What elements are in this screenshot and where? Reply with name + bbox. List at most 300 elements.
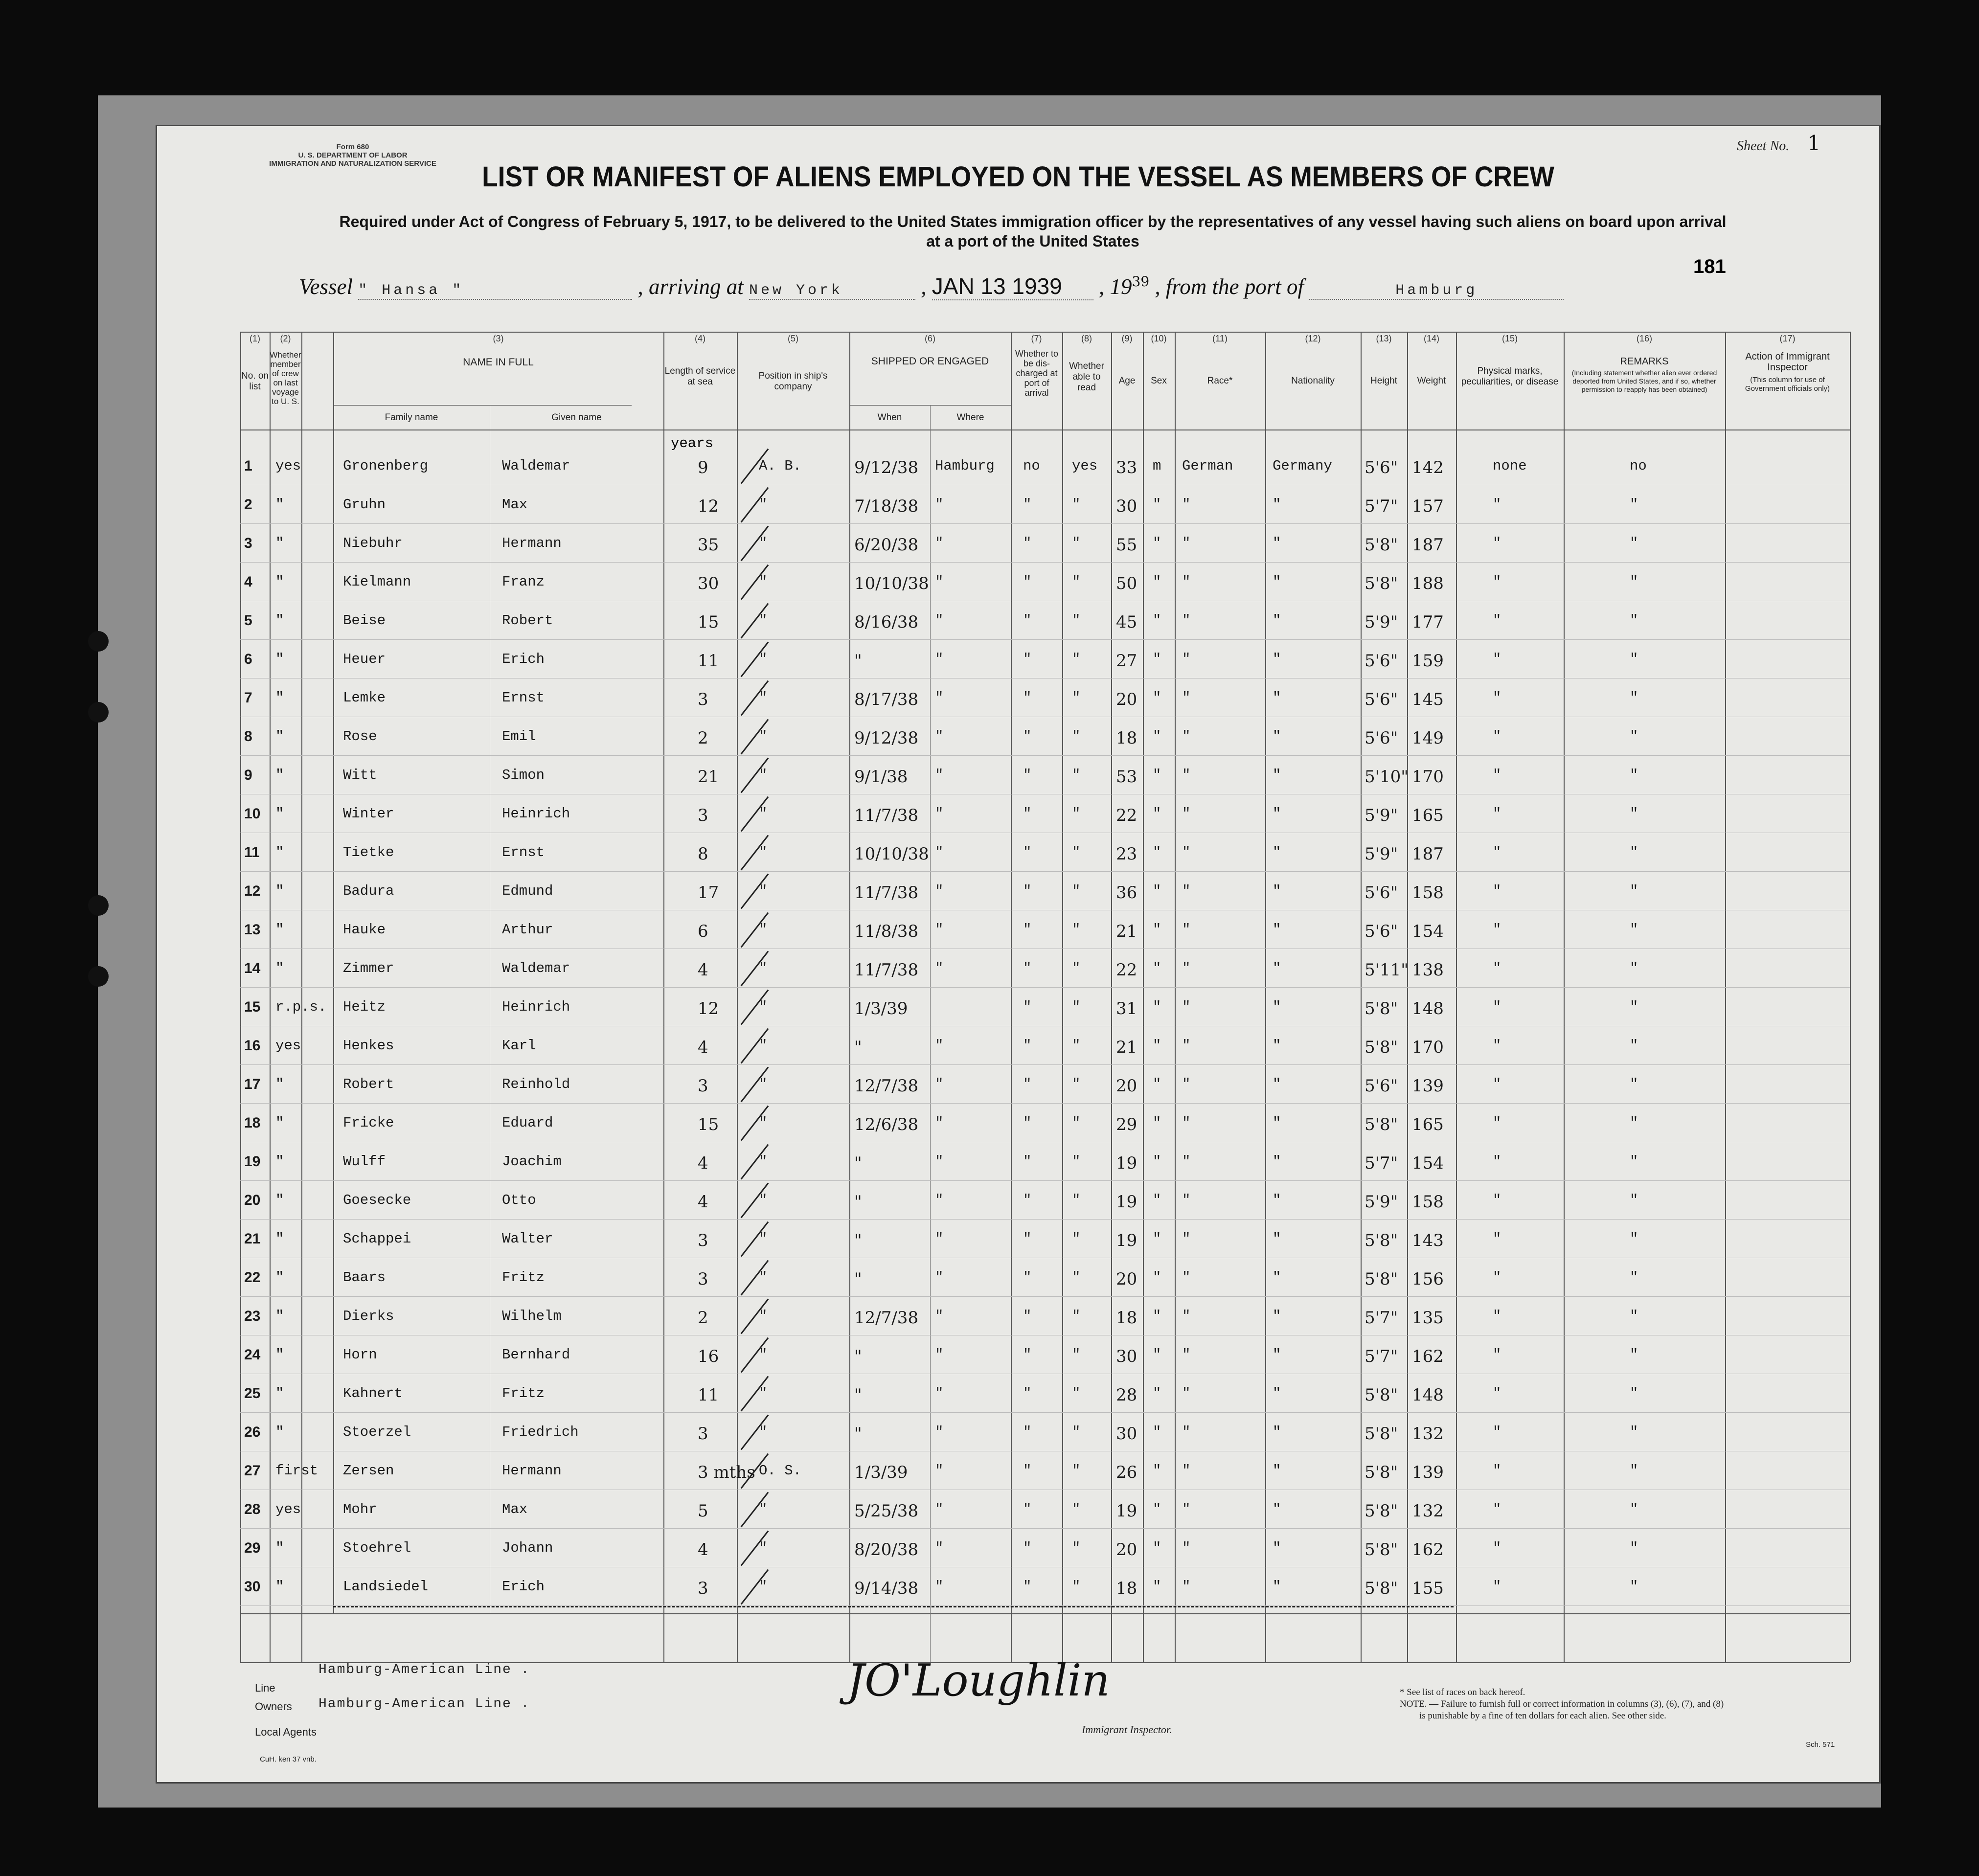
cell-prior-voyage: " — [275, 844, 284, 860]
table-row — [240, 1106, 1850, 1141]
table-row — [240, 836, 1850, 871]
header-nationality: Nationality — [1291, 376, 1335, 386]
column-number: (9) — [1121, 334, 1133, 343]
cell-prior-voyage: " — [275, 612, 284, 629]
cell-sex: " — [1153, 1269, 1161, 1286]
cell-age: 23 — [1116, 844, 1137, 864]
cell-nationality: " — [1273, 1115, 1281, 1131]
cell-position: " — [759, 574, 768, 590]
cell-remarks: " — [1630, 612, 1638, 629]
cell-race: " — [1182, 806, 1191, 822]
cell-shipped-when: 8/20/38 — [854, 1540, 919, 1560]
cell-nationality: " — [1273, 690, 1281, 706]
cell-position: " — [759, 1115, 768, 1131]
cell-race: " — [1182, 574, 1191, 590]
binder-hole — [88, 631, 109, 652]
cell-race: " — [1182, 883, 1191, 899]
cell-row-number: 2 — [244, 497, 252, 513]
cell-family-name: Kielmann — [343, 574, 411, 590]
cell-remarks: " — [1630, 690, 1638, 706]
cell-to-be-discharged: " — [1023, 690, 1032, 706]
table-row — [240, 913, 1850, 948]
row-rule — [240, 1605, 1850, 1606]
row-rule — [240, 1412, 1850, 1413]
cell-shipped-when: 11/7/38 — [854, 960, 919, 980]
cell-family-name: Wulff — [343, 1153, 386, 1170]
subtitle-line-2: at a port of the United States — [926, 232, 1139, 250]
cell-shipped-when: 11/8/38 — [854, 922, 919, 941]
cell-row-number: 26 — [244, 1424, 261, 1440]
cell-family-name: Fricke — [343, 1115, 394, 1131]
column-number: (14) — [1423, 334, 1439, 343]
cell-family-name: Robert — [343, 1076, 394, 1092]
page-title: LIST OR MANIFEST OF ALIENS EMPLOYED ON THE VESSEL AS MEMBERS OF CREW — [482, 161, 1554, 193]
cell-nationality: " — [1273, 960, 1281, 976]
cell-race: " — [1182, 1540, 1191, 1556]
cell-physical-marks: " — [1493, 1076, 1501, 1092]
cell-able-to-read: " — [1072, 883, 1081, 899]
cell-position: " — [759, 1153, 768, 1170]
column-number: (17) — [1779, 334, 1796, 343]
cell-height: 5'6" — [1365, 690, 1398, 709]
cell-shipped-where: " — [935, 922, 944, 938]
column-number: (4) — [695, 334, 705, 343]
cell-length-of-service: 6 — [698, 922, 708, 941]
row-rule — [240, 871, 1850, 872]
cell-position: " — [759, 1540, 768, 1556]
cell-position: " — [759, 767, 768, 783]
cell-weight: 135 — [1412, 1308, 1444, 1328]
cell-given-name: Erich — [502, 1579, 545, 1595]
header-action-note: (This column for use of Government officials only) — [1745, 376, 1830, 393]
sheet-number-label: Sheet No. — [1736, 138, 1790, 154]
cell-row-number: 21 — [244, 1231, 261, 1247]
cell-sex: " — [1153, 844, 1161, 860]
cell-remarks: " — [1630, 922, 1638, 938]
cell-race: " — [1182, 1424, 1191, 1440]
cell-family-name: Gruhn — [343, 497, 386, 513]
column-number: (15) — [1501, 334, 1518, 343]
cell-nationality: " — [1273, 767, 1281, 783]
cell-race: " — [1182, 1308, 1191, 1324]
cell-shipped-where: " — [935, 1269, 944, 1286]
cell-position: " — [759, 1231, 768, 1247]
cell-nationality: " — [1273, 999, 1281, 1015]
cell-age: 20 — [1116, 690, 1137, 709]
cell-race: " — [1182, 612, 1191, 629]
cell-age: 20 — [1116, 1269, 1137, 1289]
cell-prior-voyage: " — [275, 497, 284, 513]
cell-remarks: " — [1630, 883, 1638, 899]
cell-sex: " — [1153, 690, 1161, 706]
cell-nationality: " — [1273, 1424, 1281, 1440]
cell-shipped-where: " — [935, 1153, 944, 1170]
cell-position: " — [759, 1579, 768, 1595]
cell-height: 5'9" — [1365, 612, 1398, 632]
cell-length-of-service: 2 — [698, 728, 708, 748]
cell-weight: 170 — [1412, 1038, 1444, 1057]
cell-to-be-discharged: " — [1023, 497, 1032, 513]
cell-height: 5'6" — [1365, 1076, 1398, 1096]
cell-able-to-read: " — [1072, 1038, 1081, 1054]
cell-to-be-discharged: " — [1023, 999, 1032, 1015]
cell-sex: m — [1153, 458, 1161, 474]
cell-age: 21 — [1116, 1038, 1137, 1057]
table-row — [240, 604, 1850, 639]
cell-to-be-discharged: " — [1023, 883, 1032, 899]
cell-length-of-service: 4 — [698, 1038, 708, 1057]
cell-given-name: Otto — [502, 1192, 536, 1208]
cell-height: 5'7" — [1365, 497, 1398, 516]
arrival-date-stamp: JAN 13 1939 — [932, 273, 1093, 300]
cell-remarks: " — [1630, 651, 1638, 667]
cell-remarks: " — [1630, 1231, 1638, 1247]
cell-age: 22 — [1116, 806, 1137, 825]
cell-family-name: Zersen — [343, 1463, 394, 1479]
header-length-service: Length of service at sea — [664, 366, 736, 387]
cell-height: 5'8" — [1365, 1231, 1398, 1250]
cell-position: " — [759, 1385, 768, 1401]
table-row — [240, 1183, 1850, 1219]
cell-physical-marks: " — [1493, 1424, 1501, 1440]
cell-sex: " — [1153, 1076, 1161, 1092]
cell-prior-voyage: " — [275, 690, 284, 706]
cell-sex: " — [1153, 1540, 1161, 1556]
cell-family-name: Badura — [343, 883, 394, 899]
cell-height: 5'11" — [1365, 960, 1409, 980]
cell-given-name: Walter — [502, 1231, 553, 1247]
column-number: (16) — [1636, 334, 1652, 343]
header-discharged: Whether to be dis-charged at port of arrival — [1015, 349, 1059, 398]
table-row — [240, 1531, 1850, 1566]
cell-remarks: " — [1630, 1501, 1638, 1517]
cell-nationality: " — [1273, 922, 1281, 938]
cell-sex: " — [1153, 806, 1161, 822]
cell-shipped-when: 5/25/38 — [854, 1501, 919, 1521]
cell-physical-marks: " — [1493, 1347, 1501, 1363]
cell-nationality: " — [1273, 844, 1281, 860]
cell-nationality: " — [1273, 883, 1281, 899]
cell-nationality: " — [1273, 612, 1281, 629]
cell-given-name: Johann — [502, 1540, 553, 1556]
cell-shipped-when: 8/17/38 — [854, 690, 919, 709]
cell-to-be-discharged: " — [1023, 535, 1032, 551]
column-number: (1) — [250, 334, 260, 343]
cell-able-to-read: " — [1072, 1192, 1081, 1208]
cell-to-be-discharged: " — [1023, 728, 1032, 745]
cell-race: German — [1182, 458, 1233, 474]
cell-age: 31 — [1116, 999, 1137, 1018]
cell-shipped-when: 11/7/38 — [854, 806, 919, 825]
table-row — [240, 1377, 1850, 1412]
cell-shipped-where: " — [935, 728, 944, 745]
cell-physical-marks: " — [1493, 999, 1501, 1015]
year-suffix: 39 — [1132, 273, 1150, 290]
header-given-name: Given name — [551, 412, 602, 423]
header-shipped-engaged: SHIPPED OR ENGAGED — [871, 356, 989, 367]
table-row — [240, 1261, 1850, 1296]
cell-to-be-discharged: " — [1023, 1192, 1032, 1208]
cell-row-number: 5 — [244, 612, 252, 629]
cell-able-to-read: " — [1072, 960, 1081, 976]
cell-remarks: " — [1630, 1153, 1638, 1170]
cell-given-name: Waldemar — [502, 458, 570, 474]
cell-position: " — [759, 1347, 768, 1363]
cell-shipped-where: " — [935, 1463, 944, 1479]
cell-row-number: 22 — [244, 1269, 261, 1286]
cell-height: 5'9" — [1365, 1192, 1398, 1212]
cell-prior-voyage: " — [275, 651, 284, 667]
cell-prior-voyage: " — [275, 1579, 284, 1595]
cell-race: " — [1182, 1385, 1191, 1401]
vessel-name: " Hansa " — [358, 282, 632, 300]
cell-race: " — [1182, 728, 1191, 745]
cell-prior-voyage: " — [275, 728, 284, 745]
cell-sex: " — [1153, 651, 1161, 667]
header-name-in-full: NAME IN FULL — [463, 357, 534, 368]
cell-shipped-when: " — [854, 1424, 862, 1444]
cell-prior-voyage: " — [275, 1269, 284, 1286]
cell-able-to-read: " — [1072, 844, 1081, 860]
service-name: IMMIGRATION AND NATURALIZATION SERVICE — [269, 159, 436, 168]
cell-height: 5'8" — [1365, 1424, 1398, 1444]
cell-race: " — [1182, 1231, 1191, 1247]
column-number: (13) — [1376, 334, 1392, 343]
cell-prior-voyage: r.p.s. — [275, 999, 327, 1015]
cell-able-to-read: " — [1072, 1463, 1081, 1479]
cell-weight: 158 — [1412, 1192, 1444, 1212]
cell-shipped-when: 7/18/38 — [854, 497, 919, 516]
cell-weight: 156 — [1412, 1269, 1444, 1289]
cell-row-number: 1 — [244, 458, 252, 474]
cell-age: 18 — [1116, 728, 1137, 748]
cell-family-name: Kahnert — [343, 1385, 403, 1401]
cell-nationality: " — [1273, 1308, 1281, 1324]
cell-weight: 187 — [1412, 844, 1444, 864]
cell-height: 5'10" — [1365, 767, 1409, 787]
table-row — [240, 488, 1850, 523]
cell-sex: " — [1153, 1424, 1161, 1440]
cell-given-name: Arthur — [502, 922, 553, 938]
header-where: Where — [956, 412, 984, 423]
note-line-1: NOTE. — Failure to furnish full or correct information in columns (3), (6), (7), and (8) — [1400, 1699, 1724, 1709]
cell-able-to-read: " — [1072, 999, 1081, 1015]
cell-shipped-where: " — [935, 1540, 944, 1556]
cell-remarks: " — [1630, 844, 1638, 860]
cell-family-name: Beise — [343, 612, 386, 629]
cell-remarks: " — [1630, 1192, 1638, 1208]
cell-shipped-where: " — [935, 883, 944, 899]
cell-sex: " — [1153, 497, 1161, 513]
cell-weight: 154 — [1412, 922, 1444, 941]
cell-length-of-service: 3 — [698, 1076, 708, 1096]
cell-sex: " — [1153, 1192, 1161, 1208]
cell-shipped-when: 12/7/38 — [854, 1076, 919, 1096]
inspector-label: Immigrant Inspector. — [1082, 1723, 1172, 1736]
cell-shipped-when: 1/3/39 — [854, 999, 908, 1018]
cell-height: 5'6" — [1365, 651, 1398, 671]
cell-nationality: " — [1273, 535, 1281, 551]
cell-able-to-read: " — [1072, 1231, 1081, 1247]
cell-row-number: 27 — [244, 1463, 261, 1479]
cell-prior-voyage: " — [275, 1347, 284, 1363]
cell-able-to-read: " — [1072, 690, 1081, 706]
cell-row-number: 9 — [244, 767, 252, 783]
cell-shipped-where: " — [935, 497, 944, 513]
cell-given-name: Friedrich — [502, 1424, 579, 1440]
column-number: (3) — [493, 334, 504, 343]
cell-shipped-where: Hamburg — [935, 458, 995, 474]
binder-hole — [88, 702, 109, 723]
cell-to-be-discharged: " — [1023, 1385, 1032, 1401]
row-rule — [240, 1064, 1850, 1065]
column-number: (7) — [1031, 334, 1042, 343]
row-rule — [240, 1103, 1850, 1104]
header-remarks: REMARKS — [1620, 356, 1669, 367]
cell-physical-marks: " — [1493, 1231, 1501, 1247]
cell-prior-voyage: " — [275, 1308, 284, 1324]
cell-weight: 165 — [1412, 1115, 1444, 1134]
cell-prior-voyage: " — [275, 922, 284, 938]
cell-row-number: 4 — [244, 574, 252, 590]
cell-to-be-discharged: " — [1023, 1153, 1032, 1170]
cell-position: A. B. — [759, 458, 802, 474]
cell-age: 45 — [1116, 612, 1137, 632]
cell-family-name: Niebuhr — [343, 535, 403, 551]
cell-race: " — [1182, 690, 1191, 706]
cell-age: 27 — [1116, 651, 1137, 671]
cell-sex: " — [1153, 1385, 1161, 1401]
cell-row-number: 23 — [244, 1308, 261, 1324]
cell-prior-voyage: " — [275, 883, 284, 899]
cell-shipped-where: " — [935, 1038, 944, 1054]
cell-row-number: 17 — [244, 1076, 261, 1092]
cell-age: 21 — [1116, 922, 1137, 941]
cell-shipped-where: " — [935, 1424, 944, 1440]
cell-prior-voyage: " — [275, 767, 284, 783]
cell-physical-marks: " — [1493, 1269, 1501, 1286]
cell-physical-marks: " — [1493, 767, 1501, 783]
cell-weight: 188 — [1412, 574, 1444, 593]
cell-age: 29 — [1116, 1115, 1137, 1134]
cell-position: " — [759, 612, 768, 629]
cell-sex: " — [1153, 612, 1161, 629]
cell-position: " — [759, 922, 768, 938]
cell-age: 18 — [1116, 1579, 1137, 1598]
cell-prior-voyage: yes — [275, 458, 301, 474]
cell-prior-voyage: " — [275, 1192, 284, 1208]
cell-age: 20 — [1116, 1076, 1137, 1096]
cell-remarks: " — [1630, 806, 1638, 822]
cell-weight: 157 — [1412, 497, 1444, 516]
cell-given-name: Max — [502, 497, 528, 513]
cell-race: " — [1182, 1192, 1191, 1208]
header-weight: Weight — [1417, 376, 1446, 386]
cell-shipped-when: 10/10/38 — [854, 844, 929, 864]
cell-shipped-where: " — [935, 1385, 944, 1401]
cell-sex: " — [1153, 1038, 1161, 1054]
arriving-port: New York — [749, 282, 915, 300]
cell-age: 30 — [1116, 1347, 1137, 1366]
cell-position: " — [759, 1308, 768, 1324]
owners-label: Owners — [255, 1700, 292, 1713]
cell-shipped-when: 9/14/38 — [854, 1579, 919, 1598]
cell-sex: " — [1153, 728, 1161, 745]
cell-height: 5'7" — [1365, 1347, 1398, 1366]
cell-remarks: " — [1630, 1579, 1638, 1595]
form-number: Form 680 — [336, 143, 369, 151]
cell-physical-marks: " — [1493, 960, 1501, 976]
row-rule — [240, 1219, 1850, 1220]
cell-height: 5'8" — [1365, 999, 1398, 1018]
cell-shipped-where: " — [935, 1579, 944, 1595]
cell-race: " — [1182, 1269, 1191, 1286]
cell-age: 28 — [1116, 1385, 1137, 1405]
cell-position: " — [759, 1269, 768, 1286]
cell-length-of-service: 4 — [698, 1192, 708, 1212]
cell-given-name: Eduard — [502, 1115, 553, 1131]
cell-prior-voyage: " — [275, 574, 284, 590]
cell-length-of-service: 8 — [698, 844, 708, 864]
cell-position: " — [759, 1076, 768, 1092]
cell-to-be-discharged: " — [1023, 1463, 1032, 1479]
cell-shipped-where: " — [935, 1192, 944, 1208]
cell-prior-voyage: " — [275, 1424, 284, 1440]
cell-family-name: Tietke — [343, 844, 394, 860]
table-row — [240, 1415, 1850, 1450]
cell-given-name: Hermann — [502, 1463, 562, 1479]
cell-weight: 155 — [1412, 1579, 1444, 1598]
cell-position: " — [759, 535, 768, 551]
cell-length-of-service: 15 — [698, 612, 719, 632]
cell-remarks: " — [1630, 1385, 1638, 1401]
cell-shipped-where: " — [935, 535, 944, 551]
cell-row-number: 10 — [244, 806, 261, 822]
cell-physical-marks: " — [1493, 497, 1501, 513]
cell-nationality: " — [1273, 1463, 1281, 1479]
cell-prior-voyage: " — [275, 1153, 284, 1170]
cell-sex: " — [1153, 1501, 1161, 1517]
cell-family-name: Hauke — [343, 922, 386, 938]
cell-remarks: " — [1630, 1269, 1638, 1286]
cell-prior-voyage: yes — [275, 1501, 301, 1517]
cell-row-number: 7 — [244, 690, 252, 706]
cell-physical-marks: " — [1493, 1308, 1501, 1324]
cell-family-name: Zimmer — [343, 960, 394, 976]
cell-prior-voyage: " — [275, 1115, 284, 1131]
cell-sex: " — [1153, 1308, 1161, 1324]
cell-shipped-where: " — [935, 612, 944, 629]
line-label: Line — [255, 1682, 275, 1694]
cell-shipped-where: " — [935, 1115, 944, 1131]
table-row — [240, 1299, 1850, 1334]
cell-to-be-discharged: " — [1023, 1308, 1032, 1324]
cell-weight: 148 — [1412, 1385, 1444, 1405]
cell-height: 5'8" — [1365, 1501, 1398, 1521]
cell-family-name: Landsiedel — [343, 1579, 429, 1595]
cell-given-name: Edmund — [502, 883, 553, 899]
cell-age: 19 — [1116, 1501, 1137, 1521]
cell-length-of-service: 3 — [698, 1579, 708, 1598]
cell-nationality: " — [1273, 1540, 1281, 1556]
cell-physical-marks: " — [1493, 1579, 1501, 1595]
cell-nationality: " — [1273, 1153, 1281, 1170]
cell-age: 19 — [1116, 1192, 1137, 1212]
cell-weight: 159 — [1412, 651, 1444, 671]
cell-position: O. S. — [759, 1463, 802, 1479]
cell-length-of-service: 30 — [698, 574, 719, 593]
cell-height: 5'8" — [1365, 535, 1398, 555]
